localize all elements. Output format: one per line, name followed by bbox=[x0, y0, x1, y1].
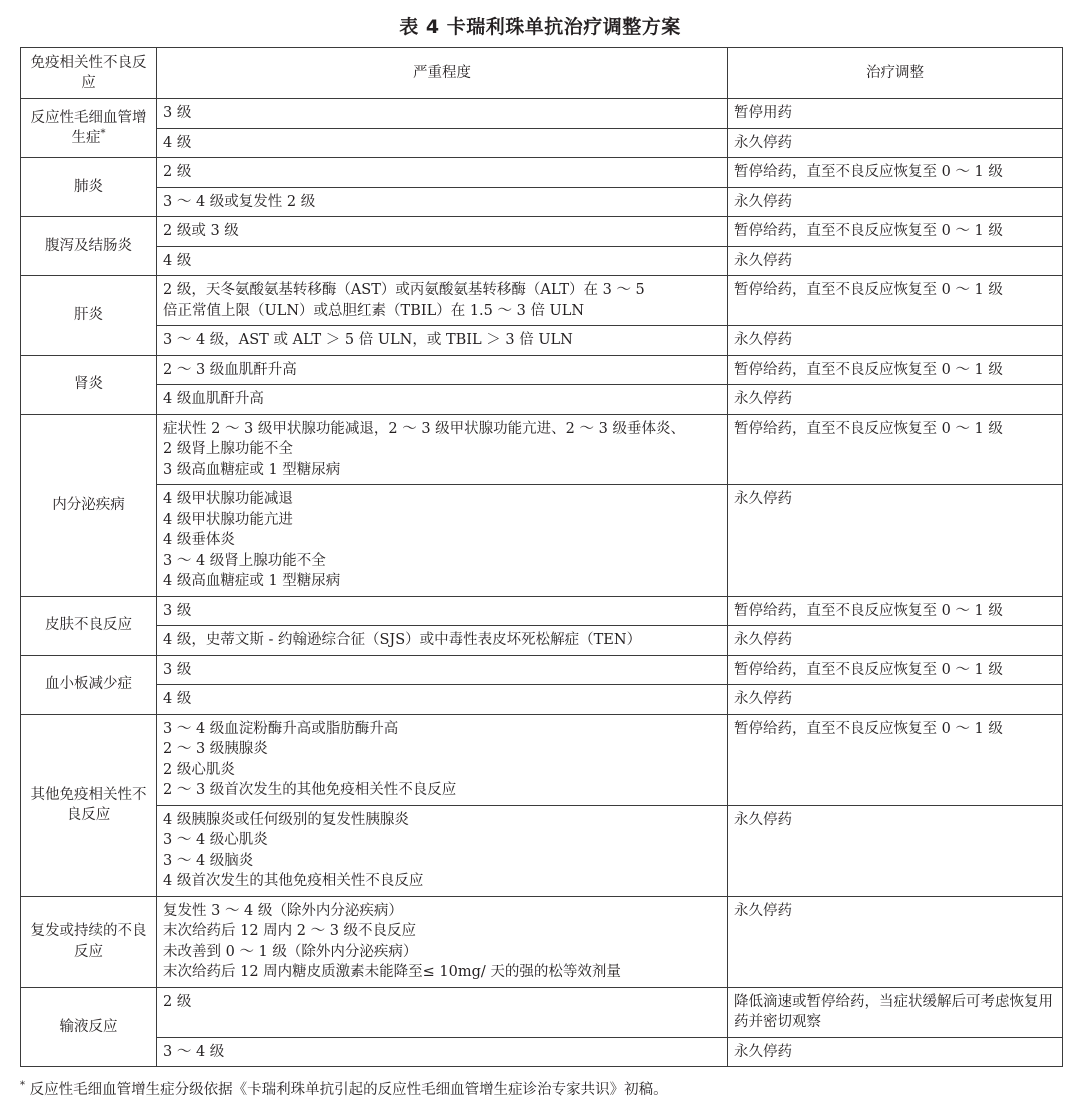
category-cell bbox=[21, 414, 157, 596]
severity-cell bbox=[157, 626, 728, 656]
adjustment-cell: 暂停给药，直至不良反应恢复至 0 ～ 1 级 bbox=[728, 158, 1063, 188]
table-row bbox=[21, 714, 1063, 805]
category-label: 反应性毛细血管增生症 bbox=[30, 109, 147, 146]
table-row bbox=[21, 1037, 1063, 1067]
table-header-row bbox=[21, 48, 1063, 99]
severity-cell bbox=[157, 596, 728, 626]
table-row bbox=[21, 626, 1063, 656]
table-row bbox=[21, 246, 1063, 276]
header-adjustment: 治疗调整 bbox=[728, 48, 1063, 99]
table-row bbox=[21, 276, 1063, 326]
category-cell bbox=[21, 714, 157, 896]
adjustment-cell: 永久停药 bbox=[728, 626, 1063, 656]
severity-line: 3 ～ 4 级或复发性 2 级 bbox=[163, 193, 316, 210]
category-cell bbox=[21, 355, 157, 414]
adjustment-cell: 永久停药 bbox=[728, 485, 1063, 597]
severity-line: 4 级甲状腺功能亢进 bbox=[163, 511, 293, 528]
severity-cell bbox=[157, 414, 728, 485]
severity-cell bbox=[157, 805, 728, 896]
severity-line: 3 ～ 4 级血淀粉酶升高或脂肪酶升高 bbox=[163, 720, 399, 737]
category-label: 皮肤不良反应 bbox=[45, 617, 132, 634]
table-row bbox=[21, 158, 1063, 188]
severity-line: 2 级心肌炎 bbox=[163, 761, 235, 778]
table-row bbox=[21, 987, 1063, 1037]
severity-line: 4 级，史蒂文斯 - 约翰逊综合征（SJS）或中毒性表皮坏死松解症（TEN） bbox=[163, 632, 642, 648]
severity-line: 2 ～ 3 级血肌酐升高 bbox=[163, 361, 297, 378]
adjustment-cell: 永久停药 bbox=[728, 128, 1063, 158]
header-severity: 严重程度 bbox=[157, 48, 728, 99]
treatment-adjustment-table bbox=[20, 47, 1063, 1067]
category-cell bbox=[21, 655, 157, 714]
severity-line: 4 级胰腺炎或任何级别的复发性胰腺炎 bbox=[163, 811, 409, 828]
adjustment-cell: 永久停药 bbox=[728, 805, 1063, 896]
severity-line: 3 级 bbox=[163, 661, 192, 678]
category-label: 复发或持续的不良反应 bbox=[30, 923, 147, 960]
severity-cell bbox=[157, 655, 728, 685]
severity-cell bbox=[157, 158, 728, 188]
footnote-mark: * bbox=[20, 1080, 25, 1092]
table-title: 表 4 卡瑞利珠单抗治疗调整方案 bbox=[399, 16, 681, 38]
category-label: 内分泌疾病 bbox=[52, 496, 125, 513]
adjustment-cell: 永久停药 bbox=[728, 896, 1063, 987]
adjustment-cell: 暂停给药，直至不良反应恢复至 0 ～ 1 级 bbox=[728, 414, 1063, 485]
adjustment-cell: 暂停给药，直至不良反应恢复至 0 ～ 1 级 bbox=[728, 276, 1063, 326]
category-label: 肝炎 bbox=[74, 307, 103, 323]
adjustment-cell: 降低滴速或暂停给药，当症状缓解后可考虑恢复用药并密切观察 bbox=[728, 987, 1063, 1037]
severity-cell bbox=[157, 217, 728, 247]
adjustment-cell: 暂停给药，直至不良反应恢复至 0 ～ 1 级 bbox=[728, 217, 1063, 247]
table-row bbox=[21, 485, 1063, 597]
severity-line: 2 级肾上腺功能不全 bbox=[163, 441, 293, 457]
severity-line: 末次给药后 12 周内 2 ～ 3 级不良反应 bbox=[163, 923, 417, 939]
adjustment-cell: 永久停药 bbox=[728, 326, 1063, 356]
severity-cell bbox=[157, 187, 728, 217]
category-cell bbox=[21, 217, 157, 276]
adjustment-cell: 暂停给药，直至不良反应恢复至 0 ～ 1 级 bbox=[728, 714, 1063, 805]
severity-line: 2 ～ 3 级胰腺炎 bbox=[163, 741, 268, 757]
severity-line: 4 级 bbox=[163, 252, 192, 269]
severity-line: 4 级甲状腺功能减退 bbox=[163, 491, 293, 507]
category-cell bbox=[21, 276, 157, 356]
severity-cell bbox=[157, 99, 728, 129]
adjustment-cell: 暂停给药，直至不良反应恢复至 0 ～ 1 级 bbox=[728, 355, 1063, 385]
adjustment-cell: 暂停给药，直至不良反应恢复至 0 ～ 1 级 bbox=[728, 596, 1063, 626]
severity-line: 3 ～ 4 级 bbox=[163, 1043, 225, 1060]
adjustment-cell: 永久停药 bbox=[728, 385, 1063, 415]
severity-line: 3 级高血糖症或 1 型糖尿病 bbox=[163, 461, 341, 478]
footnote-text: 反应性毛细血管增生症分级依据《卡瑞利珠单抗引起的反应性毛细血管增生症诊治专家共识》初稿。 bbox=[25, 1082, 668, 1098]
category-cell bbox=[21, 896, 157, 987]
table-row bbox=[21, 896, 1063, 987]
category-label: 腹泻及结肠炎 bbox=[45, 237, 132, 254]
adjustment-cell: 暂停给药，直至不良反应恢复至 0 ～ 1 级 bbox=[728, 655, 1063, 685]
category-cell bbox=[21, 99, 157, 158]
category-label: 输液反应 bbox=[59, 1018, 118, 1035]
category-label: 血小板减少症 bbox=[45, 676, 132, 693]
table-row bbox=[21, 355, 1063, 385]
severity-cell bbox=[157, 685, 728, 715]
header-adverse-reaction: 免疫相关性不良反应 bbox=[21, 48, 157, 99]
severity-line: 2 级或 3 级 bbox=[163, 223, 239, 239]
category-label: 肾炎 bbox=[74, 376, 103, 393]
table-row bbox=[21, 385, 1063, 415]
severity-line: 末次给药后 12 周内糖皮质激素未能降至≤ 10mg/ 天的强的松等效剂量 bbox=[163, 964, 621, 980]
severity-line: 倍正常值上限（ULN）或总胆红素（TBIL）在 1.5 ～ 3 倍 ULN bbox=[163, 302, 585, 319]
table-row bbox=[21, 805, 1063, 896]
table-row bbox=[21, 217, 1063, 247]
severity-line: 2 级，天冬氨酸氨基转移酶（AST）或丙氨酸氨基转移酶（ALT）在 3 ～ 5 bbox=[163, 282, 645, 298]
severity-line: 4 级 bbox=[163, 691, 192, 707]
severity-cell bbox=[157, 246, 728, 276]
category-cell bbox=[21, 987, 157, 1067]
severity-line: 未改善到 0 ～ 1 级（除外内分泌疾病） bbox=[163, 943, 418, 960]
severity-cell bbox=[157, 714, 728, 805]
table-row bbox=[21, 414, 1063, 485]
severity-cell bbox=[157, 1037, 728, 1067]
severity-line: 4 级高血糖症或 1 型糖尿病 bbox=[163, 573, 341, 589]
severity-line: 4 级垂体炎 bbox=[163, 532, 235, 548]
severity-cell bbox=[157, 355, 728, 385]
severity-cell bbox=[157, 128, 728, 158]
severity-line: 3 ～ 4 级，AST 或 ALT ＞ 5 倍 ULN，或 TBIL ＞ 3 倍 ULN bbox=[163, 332, 573, 348]
adjustment-cell: 永久停药 bbox=[728, 187, 1063, 217]
footnote bbox=[20, 1080, 668, 1100]
table-row bbox=[21, 326, 1063, 356]
severity-line: 4 级首次发生的其他免疫相关性不良反应 bbox=[163, 873, 424, 889]
adjustment-cell: 永久停药 bbox=[728, 1037, 1063, 1067]
severity-line: 4 级血肌酐升高 bbox=[163, 391, 264, 407]
severity-line: 2 级 bbox=[163, 993, 192, 1010]
severity-line: 3 级 bbox=[163, 602, 192, 619]
severity-cell bbox=[157, 896, 728, 987]
table-row bbox=[21, 187, 1063, 217]
severity-cell bbox=[157, 987, 728, 1037]
severity-line: 复发性 3 ～ 4 级（除外内分泌疾病） bbox=[163, 902, 403, 919]
severity-line: 症状性 2 ～ 3 级甲状腺功能减退，2 ～ 3 级甲状腺功能亢进、2 ～ 3 级垂体炎、 bbox=[163, 420, 685, 437]
category-label: 肺炎 bbox=[74, 178, 103, 195]
table-row bbox=[21, 685, 1063, 715]
adjustment-cell: 暂停用药 bbox=[728, 99, 1063, 129]
category-cell bbox=[21, 596, 157, 655]
severity-cell bbox=[157, 385, 728, 415]
category-label: 其他免疫相关性不良反应 bbox=[30, 786, 147, 823]
severity-line: 3 ～ 4 级肾上腺功能不全 bbox=[163, 552, 326, 569]
severity-line: 3 级 bbox=[163, 105, 192, 121]
table-row bbox=[21, 596, 1063, 626]
severity-line: 3 ～ 4 级脑炎 bbox=[163, 852, 254, 869]
table-row bbox=[21, 655, 1063, 685]
severity-cell bbox=[157, 326, 728, 356]
table-row bbox=[21, 128, 1063, 158]
adjustment-cell: 永久停药 bbox=[728, 246, 1063, 276]
footnote-mark: * bbox=[100, 128, 106, 140]
category-cell bbox=[21, 158, 157, 217]
severity-line: 3 ～ 4 级心肌炎 bbox=[163, 832, 268, 848]
severity-cell bbox=[157, 485, 728, 597]
severity-line: 4 级 bbox=[163, 134, 192, 151]
severity-line: 2 ～ 3 级首次发生的其他免疫相关性不良反应 bbox=[163, 782, 457, 798]
severity-cell bbox=[157, 276, 728, 326]
table-row bbox=[21, 99, 1063, 129]
adjustment-cell: 永久停药 bbox=[728, 685, 1063, 715]
severity-line: 2 级 bbox=[163, 164, 192, 180]
